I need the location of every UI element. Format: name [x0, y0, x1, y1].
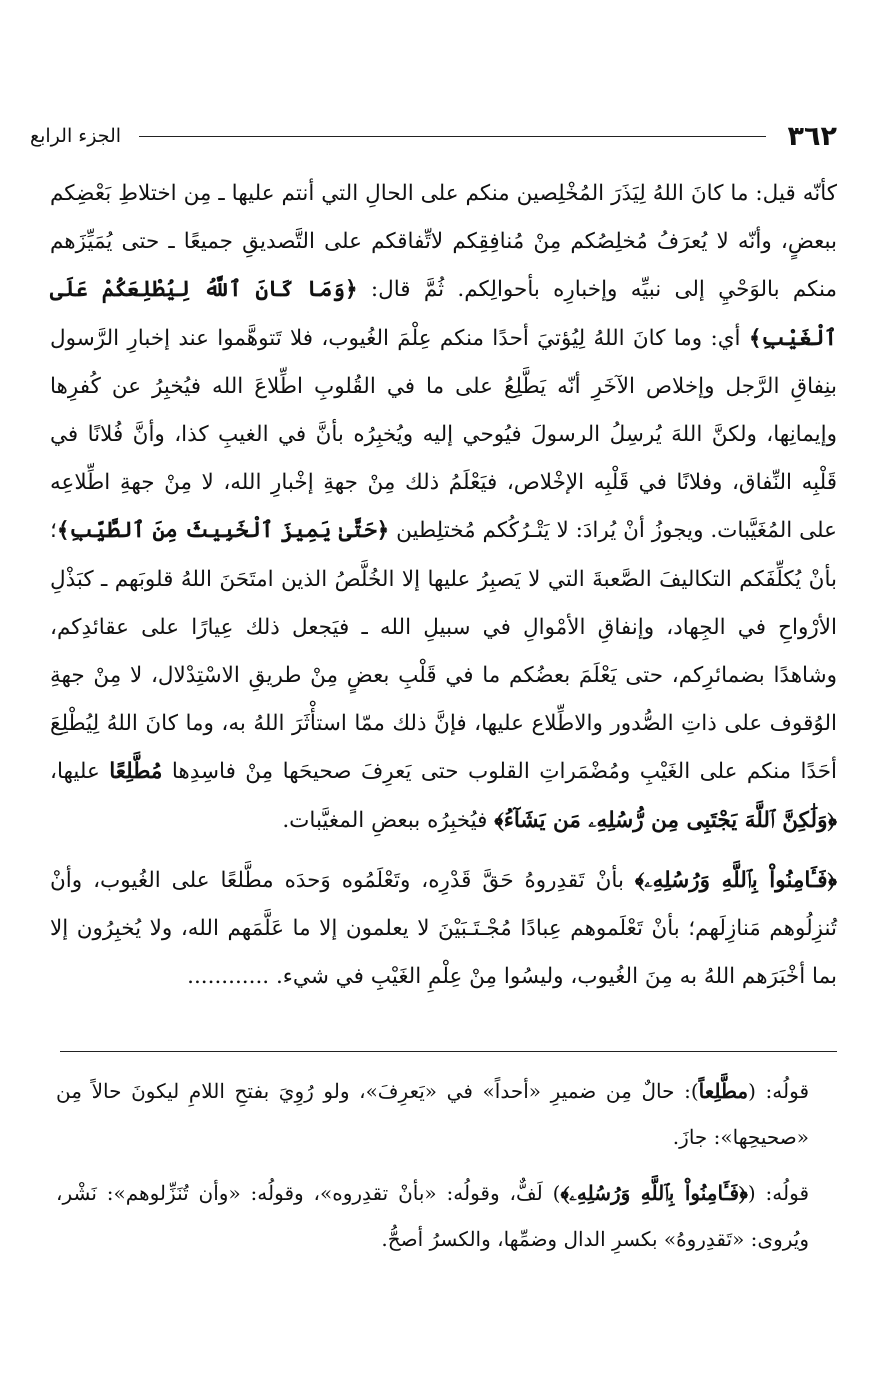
text-segment: ) لَفٌّ، وقولُه: «بأنْ تقدِروه»، وقولُه: «وأن تُنَزِّلوهم»: نَشْر، ويُروى: «تَقدِروهُ» بكسرِ الدال وضمِّها، والكسرُ أصحُّ.: [56, 1181, 809, 1251]
quran-verse: ﴿وَمَا كَانَ ٱللَّهُ لِيُطْلِعَكُمْ عَلَى ٱلْغَيْبِ﴾: [50, 277, 837, 351]
text-segment: عليها،: [50, 759, 110, 785]
part-title: الجزء الرابع: [30, 125, 122, 147]
page-number: ٣٦٢: [787, 120, 837, 152]
text-segment: قولُه: (: [748, 1079, 809, 1103]
bold-term: مُطَّلِعًا: [109, 759, 163, 785]
running-header: [30, 116, 837, 156]
quran-verse: ﴿فَـَٔامِنُواْ بِٱللَّهِ وَرُسُلِهِۦ﴾: [634, 867, 838, 893]
text-segment: كأنّه قيل: ما كانَ اللهُ لِيَذَرَ المُخْلِصين منكم على الحالِ التي أنتم عليها ـ مِن اختلاطِ بَعْضِكم ببعضٍ، وأنّه لا يُعرَفُ مُخلِصُكم مِنْ مُنافِقِكم لاتِّفاقكم على التَّصديقِ جميعًا ـ حتى يُمَيِّزَهم منكم بالوَحْيِ إلى نبيِّه وإخبارِه بأحوالِكم. ثُمَّ قال:: [50, 181, 837, 303]
footnote-rule: [60, 1051, 837, 1052]
footnotes: [56, 1068, 809, 1262]
paragraph-1: [50, 170, 837, 845]
text-segment: ؛ بأنْ يُكلِّفَكم التكاليفَ الصَّعبةَ التي لا يَصبِرُ عليها إلا الخُلَّصُ الذين امتَحَنَ اللهُ قلوبَهم ـ كبَذْلِ الأرْواحِ في الجِهاد، وإنفاقِ الأمْوالِ في سبيلِ الله ـ فيَجعل ذلك عِيارًا على عقائدِكم، وشاهدًا بضمائرِكم، حتى يَعْلَمَ بعضُكم ما في قَلْبِ بعضٍ مِنْ طريقِ الاسْتِدْلال، لا مِنْ جهةِ الوُقوف على ذاتِ الصُّدور والاطِّلاع عليها، فإنَّ ذلك ممّا استأْثَرَ اللهُ به، وما كانَ اللهُ لِيُطْلِعَ أحَدًا منكم على الغَيْبِ ومُضْمَراتِ القلوب حتى يَعرِفَ صحيحَها مِنْ فاسِدِها: [50, 518, 837, 785]
text-segment: أي: وما كانَ اللهُ لِيُؤتيَ أحدًا منكم عِلْمَ الغُيوب، فلا تَتوهَّموا عند إخبارِ الرَّسول بنِفاقِ الرَّجل وإخلاص الآخَرِ أنّه يَطَّلِعُ على ما في القُلوبِ اطِّلاعَ الله فيُخبِرُ عن كُفرِها وإيمانِها، ولكنَّ اللهَ يُرسِلُ الرسولَ فيُوحي إليه ويُخبِرُه بأنَّ في الغيبِ كذا، وأنَّ فُلانًا في قَلْبِه النِّفاق، وفلانًا في قَلْبِه الإخْلاص، فيَعْلَمُ ذلك مِنْ جهةِ إخْبارِ الله، لا مِنْ جهةِ اطِّلاعِه على المُغَيَّبات. ويجوزُ أنْ يُرادَ: لا يَتْـرُكُكم مُختلِطين: [50, 325, 837, 544]
paragraph-2: [50, 857, 837, 1002]
quran-verse: ﴿حَتَّىٰ يَمِيزَ ٱلْخَبِيثَ مِنَ ٱلطَّيِّبِ﴾: [56, 518, 390, 544]
text-segment: قولُه: (: [747, 1181, 809, 1205]
continuation-dots: ............: [187, 964, 276, 990]
header-rule: [139, 136, 766, 137]
bold-term: مطَّلِعاً: [698, 1079, 749, 1103]
text-segment: فيُخبِرُه ببعضِ المغيَّبات.: [282, 807, 495, 833]
quran-verse: ﴿فَـَٔامِنُواْ بِٱللَّهِ وَرُسُلِهِۦ﴾: [560, 1181, 748, 1205]
text-segment: ): حالٌ مِن ضميرِ «أحداً» في «يَعرِفَ»، ولو رُوِيَ بفتحِ اللامِ ليكونَ حالاً مِن «صحيحِها»: جازَ.: [56, 1079, 809, 1149]
footnote-2: [56, 1170, 809, 1262]
main-text: [50, 170, 837, 1001]
text-segment: بأنْ تَقدِروهُ حَقَّ قَدْرِه، وتَعْلَمُوه وَحدَه مطَّلعًا على الغُيوب، وأنْ تُنزِلُوهم مَنازِلَهم؛ بأنْ تَعْلَموهم عِبادًا مُجْـتَـبَيْنَ لا يعلمون إلا ما عَلَّمَهم الله، ولا يُخبِرُون إلا بما أخْبَرَهم اللهُ به مِنَ الغُيوب، وليسُوا مِنْ عِلْمِ الغَيْبِ في شيء.: [50, 867, 837, 990]
footnote-1: [56, 1068, 809, 1160]
quran-verse: ﴿وَلَٰكِنَّ ٱللَّهَ يَجْتَبِى مِن رُّسُلِهِۦ مَن يَشَآءُ﴾: [494, 807, 837, 833]
